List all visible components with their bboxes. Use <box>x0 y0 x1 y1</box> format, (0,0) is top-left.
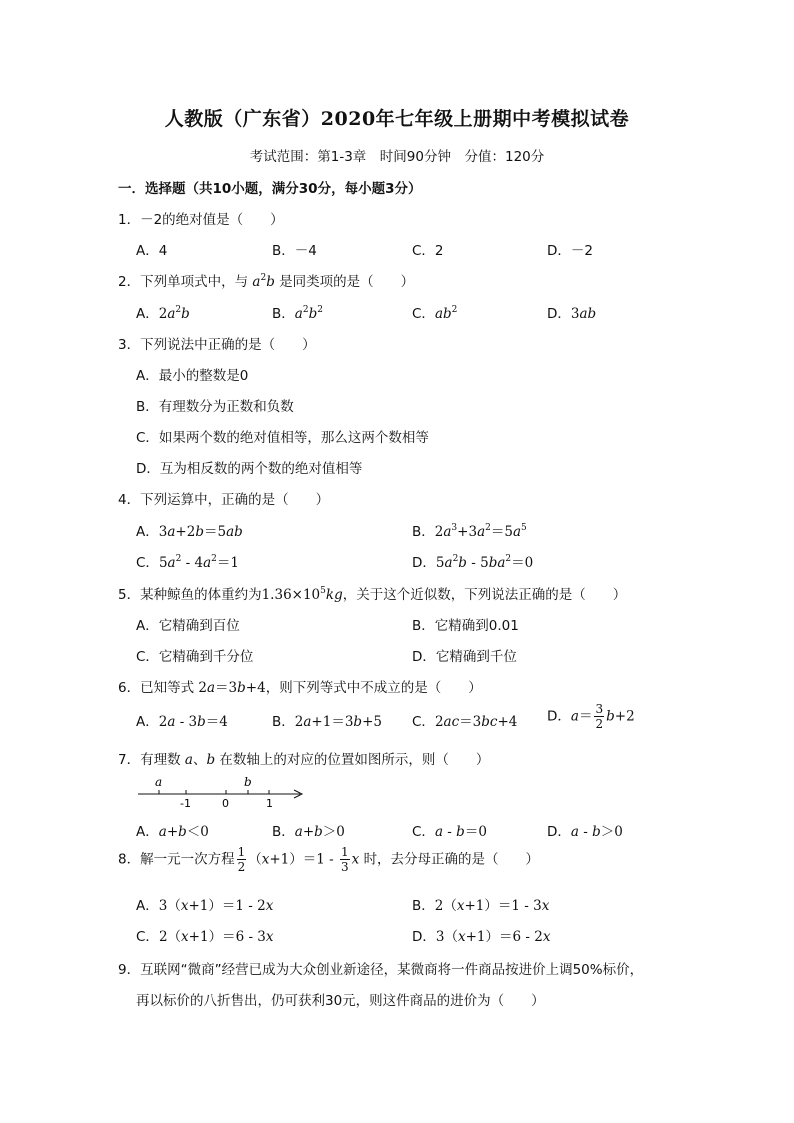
q8-option-a: A．3（x+1）＝1 - 2x <box>136 898 274 914</box>
question-9-line-1: 9．互联网“微商”经营已成为大众创业新途径，某微商将一件商品按进价上调50%标价， <box>118 962 644 978</box>
q1-option-c: C．2 <box>412 243 444 259</box>
q4-option-d: D．$5a^2b - 5ba^2=0$ <box>412 554 534 571</box>
q7-option-c: C．a - b＝0 <box>412 824 487 840</box>
q3-option-b: B．有理数分为正数和负数 <box>136 399 294 415</box>
page-title: 人教版（广东省）2020年七年级上册期中考模拟试卷 <box>164 108 630 130</box>
question-1-stem: 1．－2的绝对值是（ ） <box>118 212 284 228</box>
question-8-stem: 8．解一元一次方程 $\frac{1}{2}$ （x+1）＝1 - $\frac{1}{3}$ x 时，去分母正确的是（ ） <box>118 845 540 874</box>
q8-option-b: B．2（x+1）＝1 - 3x <box>412 898 550 914</box>
tick-label-1: 1 <box>266 797 273 810</box>
q3-option-a: A．最小的整数是0 <box>136 368 249 384</box>
q5-option-c: C．它精确到千分位 <box>136 649 254 665</box>
q8-option-d: D．3（x+1）＝6 - 2x <box>412 929 551 945</box>
exam-info: 考试范围：第1-3章 时间90分钟 分值：120分 <box>249 149 545 165</box>
q1-option-d: D．－2 <box>547 243 593 259</box>
q5-option-d: D．它精确到千位 <box>412 649 517 665</box>
q4-option-c: C．$5a^2 - 4a^2=1$ <box>136 554 239 571</box>
q7-option-b: B．a+b＞0 <box>272 824 345 840</box>
question-5-stem: 5．某种鲸鱼的体重约为$1.36\times 10^5kg$，关于这个近似数，下列说法正确的是（ ） <box>118 586 627 603</box>
point-a-label: a <box>155 775 163 789</box>
section-heading: 一．选择题（共10小题，满分30分，每小题3分） <box>118 181 422 197</box>
q2-option-c: C．$ab^2$ <box>412 305 458 322</box>
q2-option-d: D．3ab <box>547 306 597 322</box>
tick-label-minus-1: -1 <box>180 797 191 810</box>
question-9-line-2: 再以标价的八折售出，仍可获利30元，则这件商品的进价为（ ） <box>136 993 545 1009</box>
q1-option-b: B．－4 <box>272 243 317 259</box>
q3-option-c: C．如果两个数的绝对值相等，那么这两个数相等 <box>136 430 429 446</box>
q6-option-c: C．2ac＝3bc+4 <box>412 714 518 730</box>
question-2-stem: 2．下列单项式中，与 $a^2b$ 是同类项的是（ ） <box>118 273 415 290</box>
q4-option-a: A．3a+2b＝5ab <box>136 524 243 540</box>
question-7-stem: 7．有理数 a、b 在数轴上的对应的位置如图所示，则（ ） <box>118 752 490 768</box>
fraction-1-3: $\frac{1}{3}$ <box>341 845 349 874</box>
tick-label-0: 0 <box>222 797 229 810</box>
number-line-figure <box>136 770 308 810</box>
q3-option-d: D．互为相反数的两个数的绝对值相等 <box>136 461 363 477</box>
q5-option-a: A．它精确到百位 <box>136 618 240 634</box>
q4-option-b: B．$2a^3+3a^2=5a^5$ <box>412 523 527 540</box>
q7-option-d: D．a - b＞0 <box>547 824 623 840</box>
q6-option-b: B．2a+1＝3b+5 <box>272 714 382 730</box>
q2-option-b: B．$a^2b^2$ <box>272 305 323 322</box>
q8-option-c: C．2（x+1）＝6 - 3x <box>136 929 274 945</box>
q5-option-b: B．它精确到0.01 <box>412 618 519 634</box>
fraction-1-2: $\frac{1}{2}$ <box>237 845 246 874</box>
question-3-stem: 3．下列说法中正确的是（ ） <box>118 337 316 353</box>
point-b-label: b <box>244 775 252 789</box>
fraction-3-2: $\frac{3}{2}$ <box>595 702 604 731</box>
q6-option-d: D．a＝ $\frac{3}{2}$ b+2 <box>547 702 635 731</box>
question-6-stem: 6．已知等式 2a＝3b+4，则下列等式中不成立的是（ ） <box>118 680 482 696</box>
q6-option-a: A．2a - 3b＝4 <box>136 714 228 730</box>
q7-option-a: A．a+b＜0 <box>136 824 209 840</box>
question-4-stem: 4．下列运算中，正确的是（ ） <box>118 492 330 508</box>
q2-option-a: A．$2a^2b$ <box>136 305 190 322</box>
q1-option-a: A．4 <box>136 243 168 259</box>
